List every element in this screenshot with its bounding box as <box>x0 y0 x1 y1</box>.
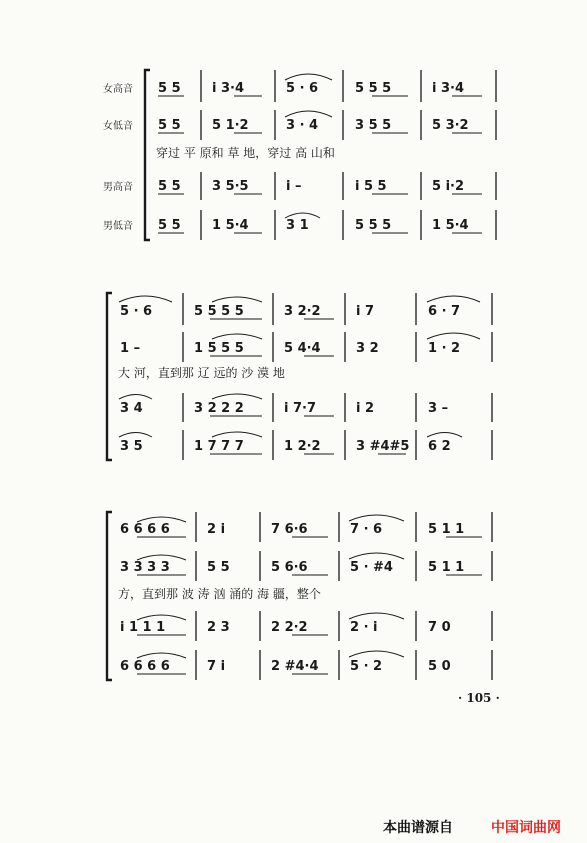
note-cell: 5 3·2 <box>432 118 469 133</box>
system-bracket <box>107 293 112 460</box>
note-cell: 5 0 <box>428 659 451 674</box>
note-cell: 3 · 4 <box>286 118 319 133</box>
note-cell: 2 3 <box>207 620 230 635</box>
note-cell: i 3·4 <box>212 81 245 96</box>
note-cell: 2 · i <box>350 620 378 635</box>
lyrics-line: 穿过 平 原和 草 地，穿过 高 山和 <box>156 146 335 160</box>
lyrics-line: 大 河，直到那 辽 远的 沙 漠 地 <box>118 366 285 380</box>
note-cell: 1 7 7 7 <box>194 439 244 454</box>
note-cell: 6 2 <box>428 439 451 454</box>
note-cell: 1 5·4 <box>212 218 249 233</box>
note-cell: 1 5·4 <box>432 218 469 233</box>
note-cell: 3 2 2 2 <box>194 401 244 416</box>
note-cell: i 7·7 <box>284 401 317 416</box>
note-cell: 1 5 5 5 <box>194 341 244 356</box>
note-cell: 3 #4#5 <box>356 439 410 454</box>
lyrics-line: 方，直到那 波 涛 汹 涌的 海 疆，整个 <box>118 587 321 601</box>
note-cell: 5 5 <box>158 81 181 96</box>
note-cell: i 5 5 <box>355 179 387 194</box>
footer-source-text: 本曲谱源自 <box>383 820 453 836</box>
note-cell: 3 5 5 <box>355 118 392 133</box>
note-cell: 3 4 <box>120 401 143 416</box>
note-cell: 5 5 <box>158 179 181 194</box>
voice-label-tenor: 男高音 <box>103 182 133 193</box>
note-cell: 6 · 7 <box>428 304 461 319</box>
note-cell: 3 5·5 <box>212 179 249 194</box>
note-cell: 6 6 6 6 <box>120 659 170 674</box>
note-cell: i – <box>286 179 302 194</box>
note-cell: 5 5 5 <box>355 81 392 96</box>
note-cell: 5 5 <box>158 118 181 133</box>
system-bracket <box>145 70 150 240</box>
note-cell: 5 1 1 <box>428 560 465 575</box>
note-cell: 5 1·2 <box>212 118 249 133</box>
note-cell: i 7 <box>356 304 375 319</box>
note-cell: 5 5 5 5 <box>194 304 244 319</box>
note-cell: 3 1 <box>286 218 309 233</box>
system-1 <box>103 70 496 240</box>
voice-label-alto: 女低音 <box>103 121 133 132</box>
note-cell: i 2 <box>356 401 375 416</box>
note-cell: 6 6 6 6 <box>120 522 170 537</box>
system-3 <box>107 512 492 680</box>
system-2 <box>107 293 492 460</box>
note-cell: 5 · #4 <box>350 560 393 575</box>
note-cell: i 3·4 <box>432 81 465 96</box>
note-cell: 5 · 6 <box>286 81 319 96</box>
note-cell: 5 5 <box>207 560 230 575</box>
note-cell: 5 · 6 <box>120 304 153 319</box>
note-cell: 5 1 1 <box>428 522 465 537</box>
note-cell: 7 0 <box>428 620 451 635</box>
note-cell: 7 6·6 <box>271 522 308 537</box>
note-cell: 2 i <box>207 522 226 537</box>
note-cell: 3 2 <box>356 341 379 356</box>
note-cell: 1 · 2 <box>428 341 461 356</box>
system-bracket <box>107 512 112 680</box>
note-cell: 1 – <box>120 341 141 356</box>
note-cell: 5 i·2 <box>432 179 465 194</box>
note-cell: 5 6·6 <box>271 560 308 575</box>
note-cell: 2 #4·4 <box>271 659 319 674</box>
note-cell: 3 3 3 3 <box>120 560 170 575</box>
voice-label-bass: 男低音 <box>103 221 133 232</box>
note-cell: 3 5 <box>120 439 143 454</box>
note-cell: 5 · 2 <box>350 659 383 674</box>
voice-label-soprano: 女高音 <box>103 84 133 95</box>
note-cell: 3 – <box>428 401 449 416</box>
note-cell: 7 i <box>207 659 226 674</box>
note-cell: 5 4·4 <box>284 341 321 356</box>
note-cell: 3 2·2 <box>284 304 321 319</box>
note-cell: 5 5 5 <box>355 218 392 233</box>
footer-site-link[interactable]: 中国词曲网 <box>491 820 561 836</box>
note-cell: 2 2·2 <box>271 620 308 635</box>
note-cell: 5 5 <box>158 218 181 233</box>
note-cell: i 1 1 1 <box>120 620 166 635</box>
note-cell: 7 · 6 <box>350 522 383 537</box>
note-cell: 1 2·2 <box>284 439 321 454</box>
page-number: · 105 · <box>458 691 500 705</box>
